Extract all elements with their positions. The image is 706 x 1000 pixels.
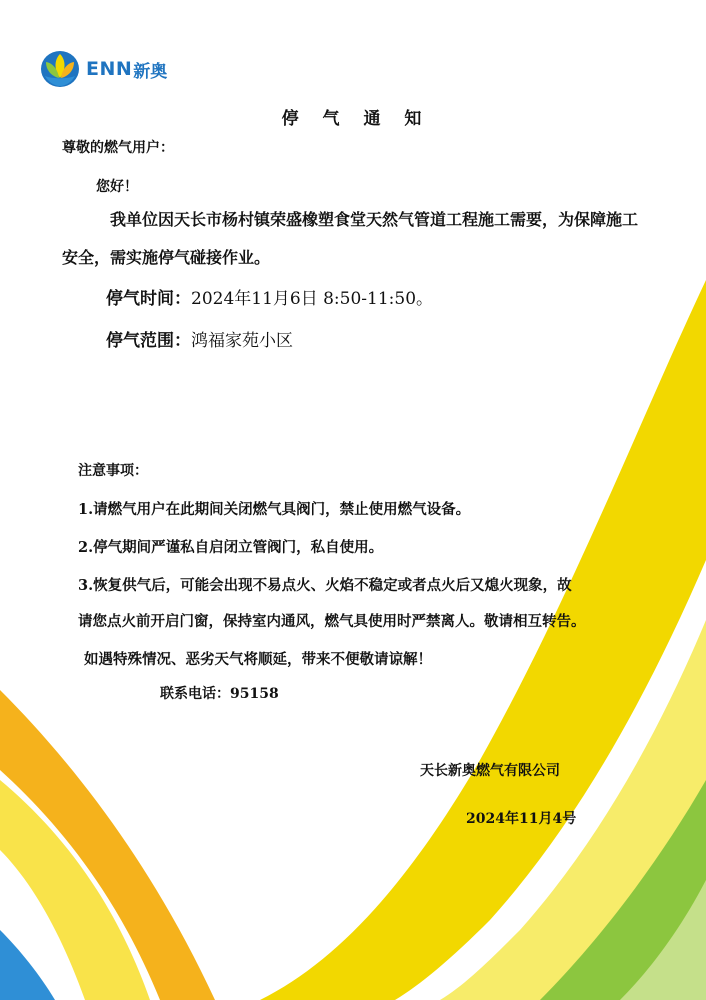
notes-heading: 注意事项： xyxy=(78,463,148,479)
special-notice: 如遇特殊情况、恶劣天气将顺延，带来不便敬请谅解！ xyxy=(84,651,432,668)
outage-time-value: 2024年11月6日 8:50-11:50。 xyxy=(191,289,434,309)
outage-time-label: 停气时间： xyxy=(106,289,191,309)
note-item-1: 1.请燃气用户在此期间关闭燃气具阀门，禁止使用燃气设备。 xyxy=(78,501,471,518)
body-line-2: 安全，需实施停气碰接作业。 xyxy=(62,248,271,267)
note-item-3-line-2: 请您点火前开启门窗，保持室内通风，燃气具使用时严禁离人。敬请相互转告。 xyxy=(78,613,586,630)
enn-logo xyxy=(40,49,167,89)
company-signature: 天长新奥燃气有限公司 xyxy=(420,763,560,779)
note-item-2: 2.停气期间严谨私自启闭立管阀门，私自使用。 xyxy=(78,539,384,556)
notice-date: 2024年11月4号 xyxy=(466,811,577,827)
logo-text-cn: 新奥 xyxy=(133,61,168,82)
outage-time xyxy=(106,284,433,309)
outage-scope-label: 停气范围： xyxy=(106,331,191,351)
contact-phone: 联系电话：95158 xyxy=(160,686,279,702)
notice-title: 停 气 通 知 xyxy=(281,109,431,129)
salutation: 尊敬的燃气用户： xyxy=(62,140,174,156)
logo-wordmark xyxy=(86,57,167,82)
body-line-1: 我单位因天长市杨村镇荣盛橡塑食堂天然气管道工程施工需要，为保障施工 xyxy=(110,210,639,229)
outage-scope-value: 鸿福家苑小区 xyxy=(191,331,293,351)
enn-flower-logo-icon xyxy=(40,50,80,88)
note-item-3-line-1: 3.恢复供气后，可能会出现不易点火、火焰不稳定或者点火后又熄火现象，故 xyxy=(78,577,572,594)
blue-swoosh xyxy=(0,930,55,1000)
logo-text-en: ENN xyxy=(86,58,133,80)
outage-scope xyxy=(106,326,293,351)
greeting: 您好！ xyxy=(96,179,138,195)
